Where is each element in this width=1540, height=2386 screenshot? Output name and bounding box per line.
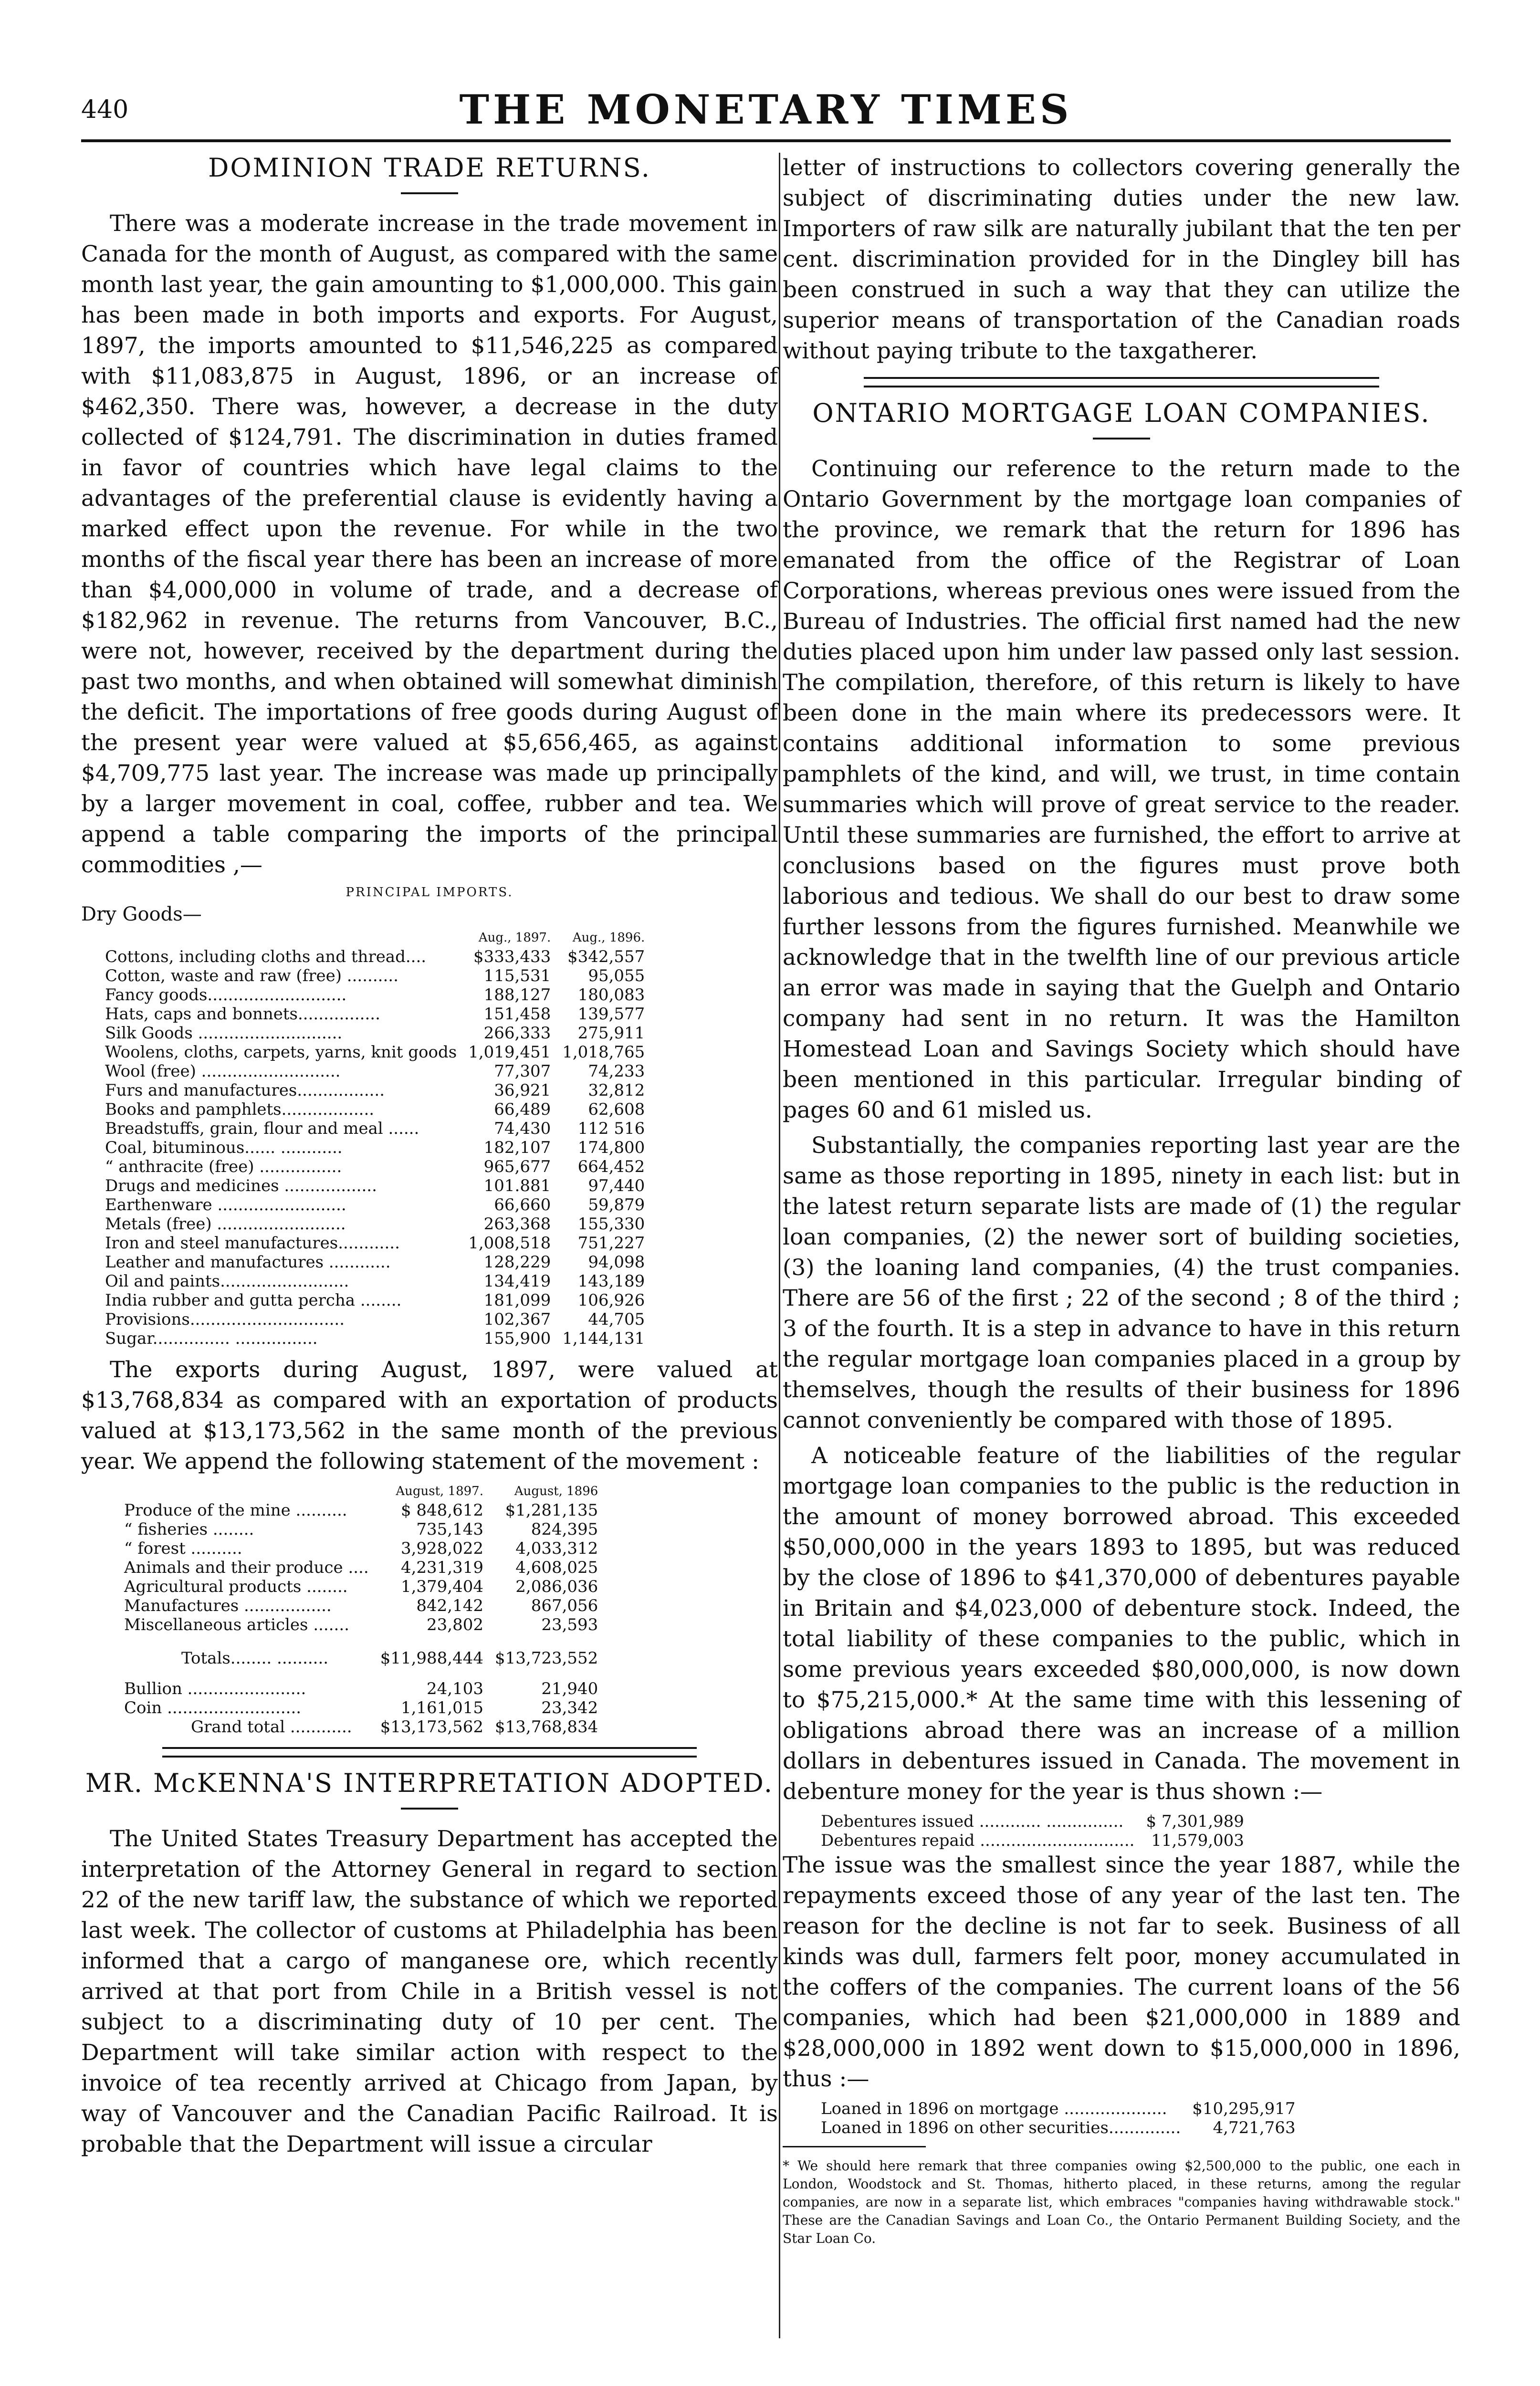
exports-table <box>124 1482 598 1737</box>
imports-row-item: Sugar............... ................ <box>105 1329 318 1348</box>
imports-row-y1896: 751,227 <box>577 1234 645 1253</box>
exports-row <box>124 1539 598 1558</box>
coin-row <box>124 1698 598 1717</box>
imports-col-1897: Aug., 1897. <box>478 931 551 945</box>
exports-row <box>124 1577 598 1596</box>
dry-goods-label: Dry Goods— <box>81 903 202 925</box>
exports-row <box>124 1615 598 1634</box>
imports-row <box>105 1329 645 1348</box>
right-column <box>783 153 1460 2248</box>
imports-body <box>105 947 645 1348</box>
imports-row-item: Cottons, including cloths and thread.... <box>105 947 427 966</box>
debentures-table <box>821 1812 1244 1850</box>
imports-row-y1897: 182,107 <box>483 1138 551 1157</box>
bullion-1896: 21,940 <box>541 1679 598 1698</box>
debenture-row-label: Debentures repaid .............................. <box>821 1831 1135 1850</box>
exports-body <box>124 1501 598 1634</box>
page-number: 440 <box>81 95 129 124</box>
imports-row <box>105 985 645 1005</box>
grand-total-label: Grand total ............ <box>191 1717 352 1737</box>
imports-row <box>105 1043 645 1062</box>
exports-row-item: “ fisheries ........ <box>124 1520 254 1539</box>
imports-row-item: Earthenware ......................... <box>105 1195 346 1214</box>
imports-row-item: India rubber and gutta percha ........ <box>105 1291 402 1310</box>
imports-row-y1897: 266,333 <box>483 1024 551 1043</box>
imports-row-item: Fancy goods........................... <box>105 985 347 1005</box>
coin-1896: 23,342 <box>541 1698 598 1717</box>
masthead <box>81 81 1451 138</box>
imports-row-item: Cotton, waste and raw (free) .......... <box>105 966 398 985</box>
imports-row-y1897: 155,900 <box>483 1329 551 1348</box>
bullion-row <box>124 1668 598 1698</box>
paper-title: THE MONETARY TIMES <box>459 86 1073 133</box>
imports-row <box>105 1157 645 1176</box>
imports-row-item: Provisions.............................. <box>105 1310 345 1329</box>
exports-header-row <box>124 1482 598 1501</box>
ontario-paragraph-4: The issue was the smallest since the year 1887, while the repayments exceed those of any year of the last ten. The reason for the decline is not far to seek. Business of all kinds was dull, farmers felt poor, money accumulated in the coffers of the companies. The current loans of the 56 companies, which had been $21,000,000 in 1889 and $28,000,000 in 1892 went down to $15,000,000 in 1896, thus :— <box>783 1852 1460 2092</box>
coin-1897: 1,161,015 <box>400 1698 483 1717</box>
imports-row-y1896: $342,557 <box>567 947 645 966</box>
imports-row-item: Silk Goods ............................ <box>105 1024 343 1043</box>
imports-row-item: Leather and manufactures ............ <box>105 1253 391 1272</box>
imports-row-y1897: $333,433 <box>473 947 551 966</box>
debenture-row-value: $ 7,301,989 <box>1146 1812 1244 1831</box>
imports-row-item: Oil and paints......................... <box>105 1272 349 1291</box>
imports-row-y1896: 62,608 <box>588 1100 645 1119</box>
imports-row-item: Hats, caps and bonnets................ <box>105 1005 380 1024</box>
mckenna-heading: MR. McKENNA'S INTERPRETATION ADOPTED. <box>85 1768 774 1798</box>
exports-row-y1896: 2,086,036 <box>515 1577 598 1596</box>
imports-row <box>105 1024 645 1043</box>
imports-row <box>105 947 645 966</box>
imports-row <box>105 1081 645 1100</box>
imports-row-y1897: 128,229 <box>483 1253 551 1272</box>
loan-row <box>821 2099 1296 2118</box>
coin-label: Coin .......................... <box>124 1698 302 1717</box>
exports-row-y1896: 23,593 <box>541 1615 598 1634</box>
footnote: * We should here remark that three companies owing $2,500,000 to the public, one each in London, Woodstock and St. Thomas, hitherto placed, in these returns, among the regular companies, are now in a separate list, which embraces "companies having withdrawable stock." These are the Canadian Savings and Loan Co., the Ontario Permanent Building Society, and the Star Loan Co. <box>783 2158 1460 2246</box>
imports-row <box>105 1195 645 1214</box>
imports-row-item: “ anthracite (free) ................ <box>105 1157 342 1176</box>
exports-row-item: Manufactures ................. <box>124 1596 332 1615</box>
ontario-heading: ONTARIO MORTGAGE LOAN COMPANIES. <box>812 398 1431 428</box>
imports-row-y1896: 139,577 <box>577 1005 645 1024</box>
exports-row-item: Agricultural products ........ <box>124 1577 348 1596</box>
imports-row-y1896: 1,018,765 <box>562 1043 645 1062</box>
imports-row-y1896: 143,189 <box>577 1272 645 1291</box>
debenture-row <box>821 1812 1244 1831</box>
imports-row <box>105 1176 645 1195</box>
bullion-label: Bullion ....................... <box>124 1679 306 1698</box>
imports-row-y1897: 101.881 <box>483 1176 551 1195</box>
imports-row-y1896: 94,098 <box>588 1253 645 1272</box>
grand-total-1897: $13,173,562 <box>380 1717 483 1737</box>
trade-returns-heading: DOMINION TRADE RETURNS. <box>208 153 651 183</box>
ontario-paragraph-1: Continuing our reference to the return made to the Ontario Government by the mortgage loan companies of the province, we remark that the return for 1896 has emanated from the office of the Registrar of Loan Corporations, whereas previous ones were issued from the Bureau of Industries. The official first named had the new duties placed upon him under law passed only last session. The compilation, therefore, of this return is likely to have been done in the main where its predecessors were. It contains additional information to some previous pamphlets of the kind, and will, we trust, in time contain summaries which will prove of great service to the reader. Until these summaries are furnished, the effort to arrive at conclusions based on the figures must prove both laborious and tedious. We shall do our best to draw some further lessons from the figures furnished. Meanwhile we acknowledge that in the twelfth line of our previous article an error was made in saying that the Guelph and Ontario company had sent in no return. It was the Hamilton Homestead Loan and Savings Society which should have been mentioned in this particular. Irregular binding of pages 60 and 61 misled us. <box>783 456 1460 1123</box>
imports-table <box>105 928 645 1348</box>
loan-row-label: Loaned in 1896 on other securities.............. <box>821 2118 1181 2137</box>
column-divider <box>779 153 780 2338</box>
ontario-paragraph-3: A noticeable feature of the liabilities of the regular mortgage loan companies to the public is the reduction in the amount of money borrowed abroad. This exceeded $50,000,000 in the years 1893 to 1895, but was reduced by the close of 1896 to $41,370,000 of debentures payable in Britain and $4,023,000 of debenture stock. Indeed, the total liability of these companies to the public, which in some previous years exceeded $80,000,000, is now down to $75,215,000.* At the same time with this lessening of obligations abroad there was an increase of a million dollars in debentures issued in Canada. The movement in debenture money for the year is thus shown :— <box>783 1443 1460 1805</box>
exports-row-y1896: 867,056 <box>531 1596 598 1615</box>
exports-row-y1897: 1,379,404 <box>400 1577 483 1596</box>
imports-row-y1896: 174,800 <box>577 1138 645 1157</box>
imports-row <box>105 1310 645 1329</box>
totals-1896: $13,723,552 <box>495 1649 598 1668</box>
imports-row-y1897: 134,419 <box>483 1272 551 1291</box>
exports-row-y1896: $1,281,135 <box>505 1501 598 1520</box>
exports-row-item: Animals and their produce .... <box>124 1558 369 1577</box>
totals-label: Totals........ .......... <box>181 1649 329 1668</box>
debenture-row <box>821 1831 1244 1850</box>
imports-row <box>105 1119 645 1138</box>
imports-row-item: Drugs and medicines .................. <box>105 1176 377 1195</box>
imports-col-1896: Aug., 1896. <box>572 931 645 945</box>
imports-row-y1897: 181,099 <box>483 1291 551 1310</box>
debenture-row-value: 11,579,003 <box>1151 1831 1244 1850</box>
imports-row-item: Metals (free) ......................... <box>105 1214 346 1234</box>
imports-row-y1897: 66,489 <box>494 1100 551 1119</box>
imports-row-y1897: 151,458 <box>483 1005 551 1024</box>
exports-row <box>124 1558 598 1577</box>
loans-table <box>821 2099 1296 2137</box>
section-double-rule <box>162 1747 697 1758</box>
exports-col-1897: August, 1897. <box>396 1484 483 1498</box>
exports-totals-row <box>124 1634 598 1668</box>
imports-row-item: Coal, bituminous...... ............ <box>105 1138 343 1157</box>
exports-row-y1897: 23,802 <box>427 1615 483 1634</box>
grand-total-row <box>124 1717 598 1737</box>
imports-row <box>105 1234 645 1253</box>
imports-row <box>105 1291 645 1310</box>
loan-row-value: $10,295,917 <box>1192 2099 1296 2118</box>
imports-row <box>105 966 645 985</box>
debentures-body <box>821 1812 1244 1850</box>
exports-col-1896: August, 1896 <box>514 1484 598 1498</box>
imports-row <box>105 1214 645 1234</box>
grand-total-1896: $13,768,834 <box>495 1717 598 1737</box>
imports-row-y1896: 44,705 <box>588 1310 645 1329</box>
imports-row-y1897: 1,008,518 <box>468 1234 551 1253</box>
exports-row-y1896: 4,608,025 <box>515 1558 598 1577</box>
loan-row <box>821 2118 1296 2137</box>
imports-row-item: Books and pamphlets.................. <box>105 1100 375 1119</box>
exports-row-y1897: 4,231,319 <box>400 1558 483 1577</box>
imports-row-y1897: 1,019,451 <box>468 1043 551 1062</box>
imports-row-y1896: 97,440 <box>588 1176 645 1195</box>
loans-body <box>821 2099 1296 2137</box>
imports-row-y1896: 112 516 <box>577 1119 645 1138</box>
imports-row-y1896: 59,879 <box>588 1195 645 1214</box>
imports-row-y1897: 74,430 <box>494 1119 551 1138</box>
imports-row <box>105 1138 645 1157</box>
imports-row-y1897: 188,127 <box>483 985 551 1005</box>
imports-row <box>105 1253 645 1272</box>
principal-imports-heading: PRINCIPAL IMPORTS. <box>346 885 513 900</box>
exports-row <box>124 1520 598 1539</box>
exports-row-y1896: 824,395 <box>531 1520 598 1539</box>
exports-row-y1897: 842,142 <box>416 1596 483 1615</box>
imports-row-y1897: 263,368 <box>483 1214 551 1234</box>
bullion-1897: 24,103 <box>427 1679 483 1698</box>
imports-row <box>105 1100 645 1119</box>
exports-row-y1897: $ 848,612 <box>400 1501 483 1520</box>
imports-row-y1896: 1,144,131 <box>562 1329 645 1348</box>
imports-row-item: Woolens, cloths, carpets, yarns, knit goods <box>105 1043 457 1062</box>
heading-rule <box>401 1808 458 1810</box>
trade-returns-paragraph-2: The exports during August, 1897, were valued at $13,768,834 as compared with an exportation of products valued at $13,173,562 in the same month of the previous year. We append the following statement of the movement : <box>81 1357 778 1475</box>
exports-row-item: Produce of the mine .......... <box>124 1501 347 1520</box>
imports-row-y1896: 155,330 <box>577 1214 645 1234</box>
heading-rule <box>401 192 458 194</box>
imports-row-y1896: 275,911 <box>577 1024 645 1043</box>
exports-row <box>124 1501 598 1520</box>
imports-row-item: Furs and manufactures................. <box>105 1081 385 1100</box>
imports-row <box>105 1272 645 1291</box>
heading-rule <box>1093 438 1150 440</box>
footnote-rule <box>783 2146 926 2147</box>
imports-row-item: Iron and steel manufactures............ <box>105 1234 400 1253</box>
imports-row-y1897: 965,677 <box>483 1157 551 1176</box>
imports-row-item: Wool (free) ........................... <box>105 1062 341 1081</box>
imports-row-y1896: 106,926 <box>577 1291 645 1310</box>
imports-row-y1897: 102,367 <box>483 1310 551 1329</box>
masthead-rule <box>81 139 1451 142</box>
imports-row <box>105 1062 645 1081</box>
exports-row-y1897: 3,928,022 <box>400 1539 483 1558</box>
imports-row <box>105 1005 645 1024</box>
imports-row-y1896: 95,055 <box>588 966 645 985</box>
exports-row <box>124 1596 598 1615</box>
ontario-paragraph-2: Substantially, the companies reporting last year are the same as those reporting in 1895, ninety in each list: but in the latest return separate lists are made of (1) the regular loan companies, (2) the newer sort of building societies, (3) the loaning land companies, (4) the trust companies. There are 56 of the first ; 22 of the second ; 8 of the third ; 3 of the fourth. It is a step in advance to have in this return the regular mortgage loan companies placed in a group by themselves, though the results of their business for 1896 cannot conveniently be compared with those of 1895. <box>783 1132 1460 1434</box>
exports-row-item: Miscellaneous articles ....... <box>124 1615 349 1634</box>
mckenna-continuation: letter of instructions to collectors covering generally the subject of discriminating duties under the new law. Importers of raw silk are naturally jubilant that the ten per cent. discrimination provided for in the Dingley bill has been construed in such a way that they can utilize the superior means of transportation of the Canadian roads without paying tribute to the taxgatherer. <box>783 155 1460 364</box>
exports-row-y1896: 4,033,312 <box>515 1539 598 1558</box>
imports-row-y1896: 664,452 <box>577 1157 645 1176</box>
imports-row-y1897: 115,531 <box>483 966 551 985</box>
left-column <box>81 153 778 2165</box>
imports-row-y1897: 66,660 <box>494 1195 551 1214</box>
imports-row-y1896: 74,233 <box>588 1062 645 1081</box>
debenture-row-label: Debentures issued ............ ............... <box>821 1812 1124 1831</box>
imports-row-y1897: 36,921 <box>494 1081 551 1100</box>
exports-row-y1897: 735,143 <box>416 1520 483 1539</box>
totals-1897: $11,988,444 <box>380 1649 483 1668</box>
mckenna-paragraph-1: The United States Treasury Department has accepted the interpretation of the Attorney General in regard to section 22 of the new tariff law, the substance of which we reported last week. The collector of customs at Philadelphia has been informed that a cargo of manganese ore, which recently arrived at that port from Chile in a British vessel is not subject to a discriminating duty of 10 per cent. The Department will take similar action with respect to the invoice of tea recently arrived at Chicago from Japan, by way of Vancouver and the Canadian Pacific Railroad. It is probable that the Department will issue a circular <box>81 1826 778 2157</box>
exports-row-item: “ forest .......... <box>124 1539 242 1558</box>
loan-row-label: Loaned in 1896 on mortgage .................... <box>821 2099 1167 2118</box>
loan-row-value: 4,721,763 <box>1213 2118 1296 2137</box>
section-double-rule <box>864 377 1379 387</box>
imports-row-y1896: 32,812 <box>588 1081 645 1100</box>
trade-returns-paragraph-1: There was a moderate increase in the trade movement in Canada for the month of August, as compared with the same month last year, the gain amounting to $1,000,000. This gain has been made in both imports and exports. For August, 1897, the imports amounted to $11,546,225 as compared with $11,083,875 in August, 1896, or an increase of $462,350. There was, however, a decrease in the duty collected of $124,791. The discrimination in duties framed in favor of countries which have legal claims to the advantages of the preferential clause is evidently having a marked effect upon the revenue. For while in the two months of the fiscal year there has been an increase of more than $4,000,000 in volume of trade, and a decrease of $182,962 in revenue. The returns from Vancouver, B.C., were not, however, received by the department during the past two months, and when obtained will somewhat diminish the deficit. The importations of free goods during August of the present year were valued at $5,656,465, as against $4,709,775 last year. The increase was made up principally by a larger movement in coal, coffee, rubber and tea. We append a table comparing the imports of the principal commodities ,— <box>81 210 778 878</box>
imports-row-item: Breadstuffs, grain, flour and meal ...... <box>105 1119 419 1138</box>
imports-row-y1896: 180,083 <box>577 985 645 1005</box>
imports-row-y1897: 77,307 <box>494 1062 551 1081</box>
imports-header-row <box>105 928 645 947</box>
